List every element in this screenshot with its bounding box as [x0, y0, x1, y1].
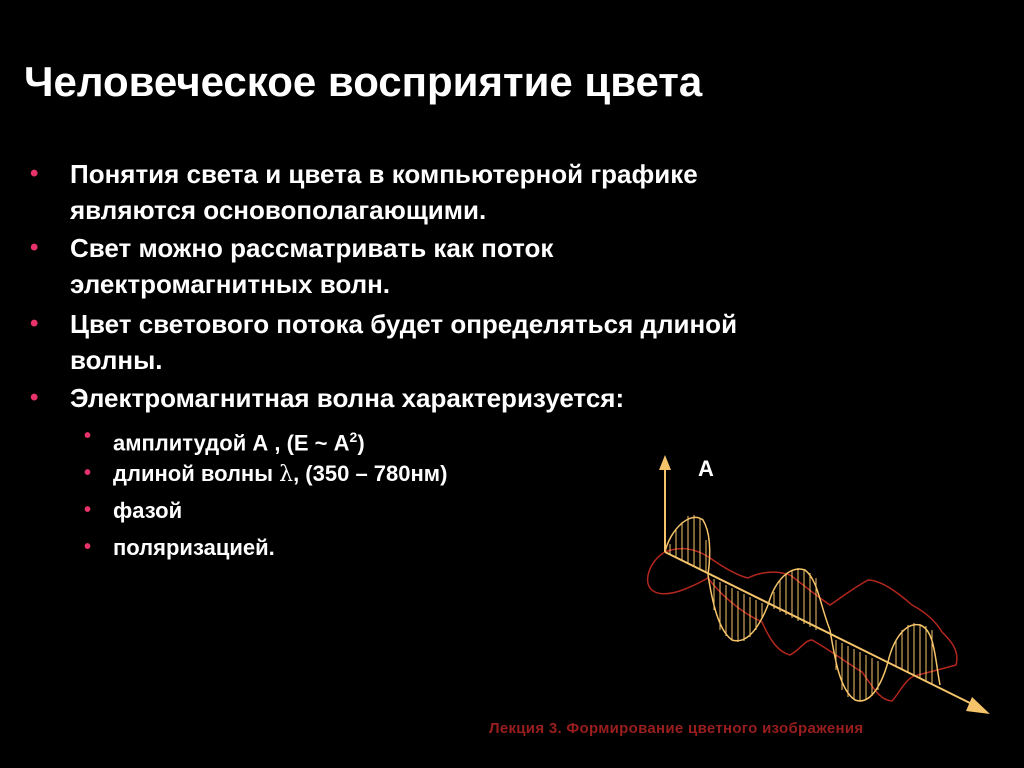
bullet-dot: • — [30, 384, 39, 411]
bullet-1-line-1: Понятия света и цвета в компьютерной графике — [70, 159, 698, 189]
bullet-2-line-2: электромагнитных волн. — [70, 269, 391, 299]
wave-lobe — [665, 517, 710, 575]
bullet-3-line-1: Цвет светового потока будет определяться длиной — [70, 309, 738, 339]
bullet-2-line-1: Свет можно рассматривать как поток — [70, 233, 554, 263]
subbullet-dot: • — [84, 499, 92, 521]
wave-lobe — [768, 569, 830, 630]
bullet-dot: • — [30, 234, 39, 261]
subbullet-dot: • — [84, 462, 92, 484]
propagation-axis-arrow — [966, 697, 990, 714]
superscript: 2 — [349, 429, 358, 445]
envelope-outline — [648, 549, 957, 701]
lambda-symbol: λ — [279, 462, 294, 487]
subbullet-wavelength-range: , (350 – 780нм) — [293, 461, 448, 486]
wave-lobe — [830, 630, 888, 701]
bullet-1-line-2: являются основополагающими. — [70, 195, 487, 225]
slide-title: Человеческое восприятие цвета — [24, 58, 703, 105]
subbullet-amplitude-text: амплитудой А , (Е ~ А — [113, 430, 350, 456]
bullet-3-line-2: волны. — [70, 345, 163, 375]
subbullet-dot: • — [84, 425, 92, 447]
propagation-axis — [665, 552, 980, 708]
subbullet-phase: фазой — [113, 498, 183, 523]
amplitude-axis-label: A — [698, 456, 714, 481]
lecture-footer: Лекция 3. Формирование цветного изображения — [489, 720, 864, 737]
bullet-dot: • — [30, 160, 39, 187]
vertical-axis-arrow — [659, 455, 671, 470]
bullet-dot: • — [30, 310, 39, 337]
subbullet-wavelength-text: длиной волны — [113, 461, 280, 486]
subbullet-dot: • — [84, 536, 92, 558]
subbullet-amplitude-close: ) — [357, 430, 365, 456]
bullet-4-line-1: Электромагнитная волна характеризуется: — [70, 383, 625, 413]
subbullet-polarization: поляризацией. — [113, 535, 275, 560]
